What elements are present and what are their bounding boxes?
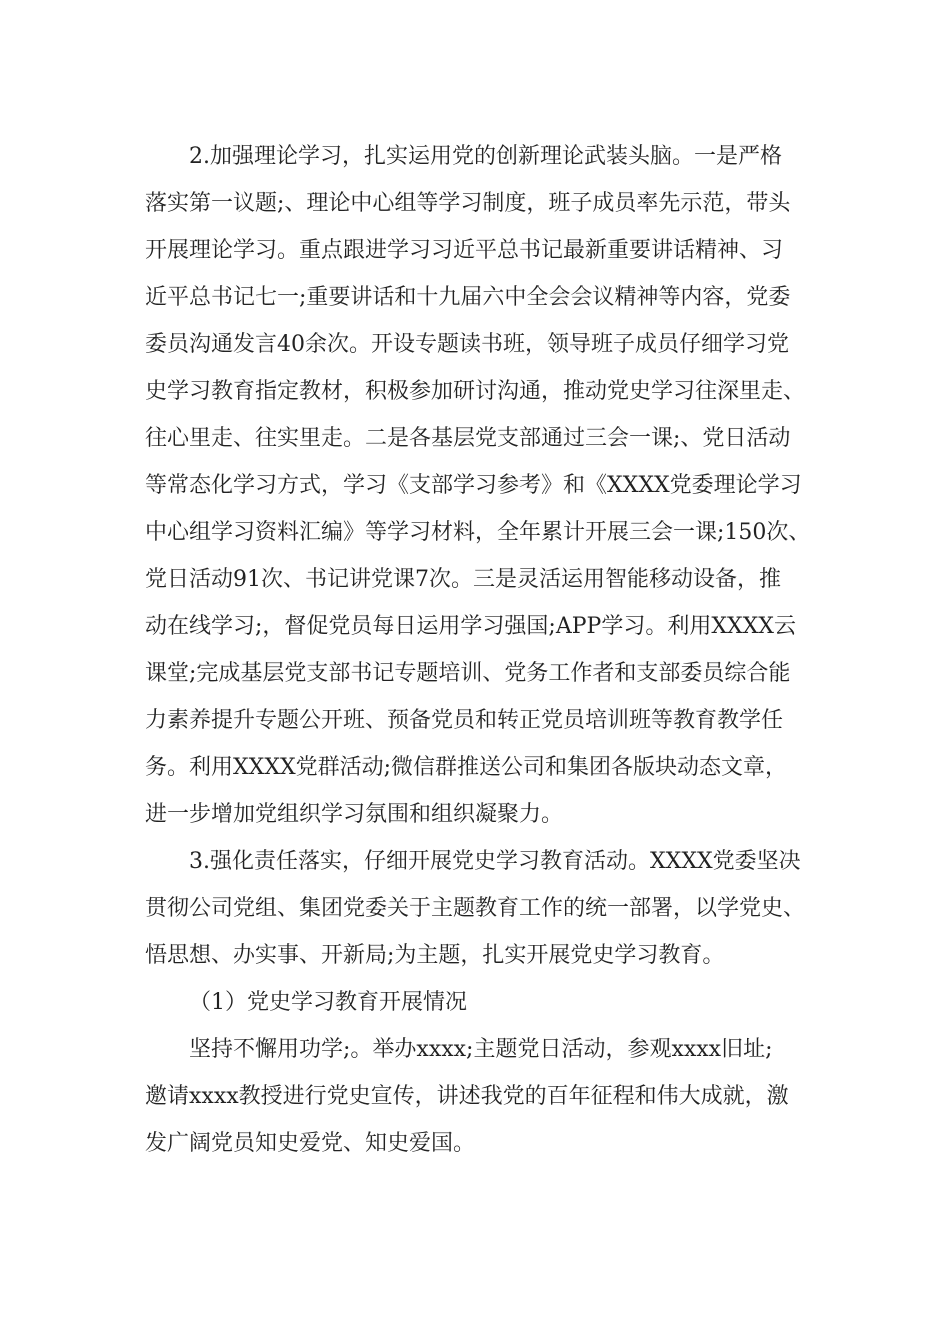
- paragraph-2-line-12: 课堂;完成基层党支部书记专题培训、党务工作者和支部委员综合能: [145, 661, 791, 686]
- paragraph-3-line-3: 悟思想、办实事、开新局;为主题，扎实开展党史学习教育。: [145, 943, 725, 968]
- paragraph-2-line-9: 中心组学习资料汇编》等学习材料，全年累计开展三会一课;150次、: [145, 520, 811, 545]
- paragraph-2-line-4: 近平总书记七一;重要讲话和十九届六中全会会议精神等内容，党委: [145, 285, 791, 310]
- paragraph-3-line-1: 3.强化责任落实，仔细开展党史学习教育活动。XXXX党委坚决: [189, 849, 801, 874]
- paragraph-4-line-2: 邀请xxxx教授进行党史宣传，讲述我党的百年征程和伟大成就，激: [145, 1084, 789, 1109]
- paragraph-2-line-1: 2.加强理论学习，扎实运用党的创新理论武装头脑。一是严格: [189, 144, 782, 169]
- paragraph-2-line-11: 动在线学习;，督促党员每日运用学习强国;APP学习。利用XXXX云: [145, 614, 796, 639]
- paragraph-3-line-2: 贯彻公司党组、集团党委关于主题教育工作的统一部署，以学党史、: [145, 896, 806, 921]
- paragraph-2-line-5: 委员沟通发言40余次。开设专题读书班，领导班子成员仔细学习党: [145, 332, 789, 357]
- paragraph-2-line-7: 往心里走、往实里走。二是各基层党支部通过三会一课;、党日活动: [145, 426, 791, 451]
- paragraph-2-line-6: 史学习教育指定教材，积极参加研讨沟通，推动党史学习往深里走、: [145, 379, 806, 404]
- paragraph-4-line-1: 坚持不懈用功学;。举办xxxx;主题党日活动，参观xxxx旧址;: [189, 1037, 773, 1062]
- paragraph-2-line-2: 落实第一议题;、理论中心组等学习制度，班子成员率先示范，带头: [145, 191, 791, 216]
- document-body: [145, 133, 835, 1167]
- section-heading-1: （1）党史学习教育开展情况: [189, 990, 467, 1015]
- paragraph-2-line-13: 力素养提升专题公开班、预备党员和转正党员培训班等教育教学任: [145, 708, 784, 733]
- paragraph-2-line-15: 进一步增加党组织学习氛围和组织凝聚力。: [145, 802, 564, 827]
- paragraph-2-line-3: 开展理论学习。重点跟进学习习近平总书记最新重要讲话精神、习: [145, 238, 784, 263]
- paragraph-4-line-3: 发广阔党员知史爱党、知史爱国。: [145, 1131, 476, 1156]
- paragraph-2-line-8: 等常态化学习方式，学习《支部学习参考》和《XXXX党委理论学习: [145, 473, 802, 498]
- paragraph-2-line-10: 党日活动91次、书记讲党课7次。三是灵活运用智能移动设备，推: [145, 567, 781, 592]
- paragraph-2-line-14: 务。利用XXXX党群活动;微信群推送公司和集团各版块动态文章，: [145, 755, 788, 780]
